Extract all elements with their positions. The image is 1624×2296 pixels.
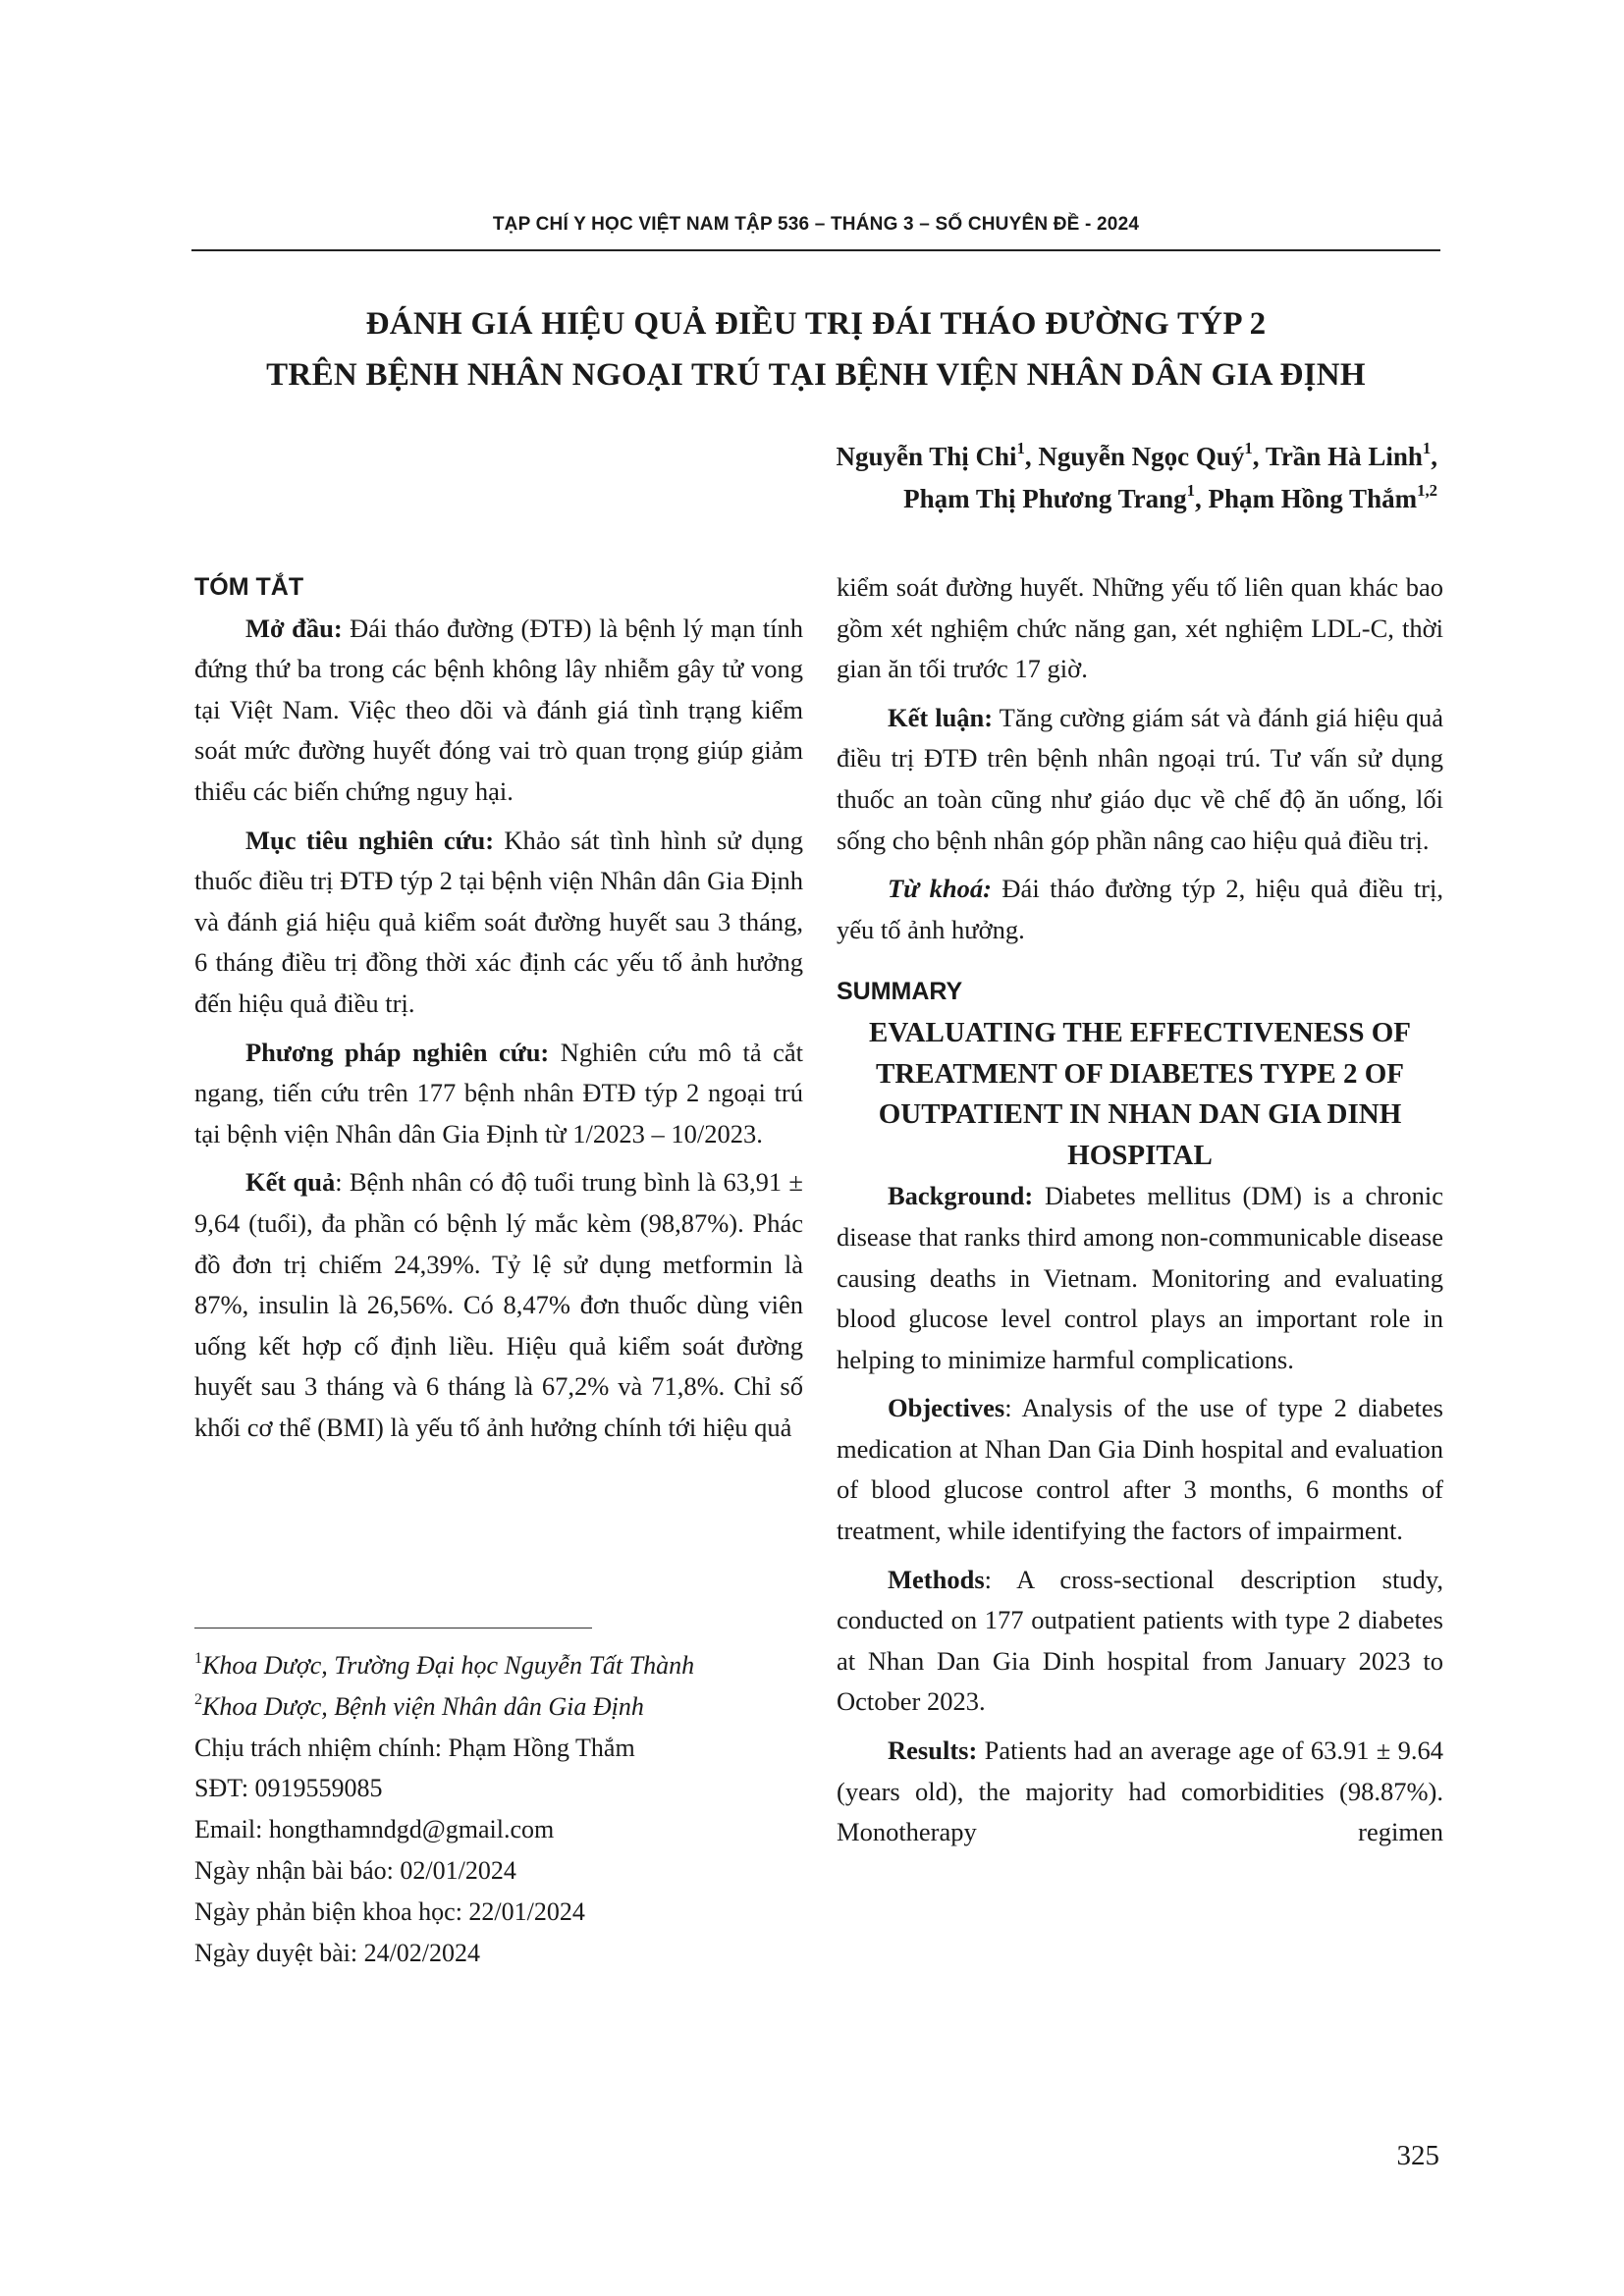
vn-methods-text: Nghiên cứu mô tả cắt ngang, tiến cứu trên 177 bệnh nhân ĐTĐ týp 2 ngoại trú tại bệnh viện Nhân dân Gia Định từ 1/2023 – 10/2023. <box>194 1037 803 1148</box>
author-name: Nguyễn Ngọc Quý <box>1038 442 1245 471</box>
vn-abstract-heading: TÓM TẮT <box>194 573 304 601</box>
author-affiliation-sup: 1 <box>1244 439 1253 458</box>
en-objectives-text: : Analysis of the use of type 2 diabetes medication at Nhan Dan Gia Dinh hospital and evaluation of blood glucose control after 3 months, 6 months of treatment, while identifying the factors of impairment. <box>837 1393 1443 1546</box>
left-column <box>194 567 803 1456</box>
vn-objective-paragraph <box>194 821 803 1025</box>
en-article-title: EVALUATING THE EFFECTIVENESS OF TREATMENT OF DIABETES TYPE 2 OF OUTPATIENT IN NHAN DAN GIA DINH HOSPITAL <box>869 1016 1411 1171</box>
phone-number: SĐT: 0919559085 <box>194 1774 383 1803</box>
affiliation-text: Khoa Dược, Bệnh viện Nhân dân Gia Định <box>202 1691 644 1721</box>
vn-objective-label: Mục tiêu nghiên cứu: <box>245 825 495 855</box>
vn-conclusion-label: Kết luận: <box>888 702 994 732</box>
vn-intro-label: Mở đầu: <box>245 613 343 643</box>
accepted-date: Ngày duyệt bài: 24/02/2024 <box>194 1938 481 1967</box>
vn-keywords-paragraph <box>837 869 1443 950</box>
affiliation-1 <box>194 1645 823 1686</box>
author-name: Nguyễn Thị Chi <box>836 442 1017 471</box>
author-name: Trần Hà Linh <box>1265 442 1423 471</box>
corresponding-author: Chịu trách nhiệm chính: Phạm Hồng Thắm <box>194 1733 635 1762</box>
author-separator: , <box>1024 442 1039 471</box>
author-line-2 <box>554 478 1437 520</box>
received-date: Ngày nhận bài báo: 02/01/2024 <box>194 1855 516 1885</box>
author-affiliation-sup: 1 <box>1422 439 1432 458</box>
en-background-paragraph <box>837 1176 1443 1380</box>
vn-results-paragraph-part2 <box>837 567 1443 690</box>
vn-conclusion-paragraph <box>837 698 1443 861</box>
en-results-label: Results: <box>888 1735 978 1766</box>
author-separator: , <box>1431 442 1437 471</box>
vn-results-paragraph-part1 <box>194 1162 803 1448</box>
author-separator: , <box>1195 484 1209 513</box>
author-name: Phạm Hồng Thắm <box>1208 484 1418 513</box>
author-separator: , <box>1252 442 1266 471</box>
vn-conclusion-text: Tăng cường giám sát và đánh giá hiệu quả điều trị ĐTĐ trên bệnh nhân ngoại trú. Tư vấn sử dụng thuốc an toàn cũng như giáo dục về chế độ ăn uống, lối sống cho bệnh nhân góp phần nâng cao hiệu quả điều trị. <box>837 702 1443 855</box>
en-results-text: Patients had an average age of 63.91 ± 9.64 (years old), the majority had comorbidities (98.87%). Monotherapy regimen <box>837 1735 1443 1847</box>
en-methods-label: Methods <box>888 1564 985 1594</box>
vn-objective-text: Khảo sát tình hình sử dụng thuốc điều trị ĐTĐ týp 2 tại bệnh viện Nhân dân Gia Định và đánh giá hiệu quả kiểm soát đường huyết sau 3 tháng, 6 tháng điều trị đồng thời xác định các yếu tố ảnh hưởng đến hiệu quả điều trị. <box>194 825 803 1018</box>
en-objectives-paragraph <box>837 1388 1443 1551</box>
title-line-2: TRÊN BỆNH NHÂN NGOẠI TRÚ TẠI BỆNH VIỆN NHÂN DÂN GIA ĐỊNH <box>266 357 1366 393</box>
en-background-label: Background: <box>888 1181 1034 1211</box>
author-name: Phạm Thị Phương Trang <box>903 484 1187 513</box>
footnotes <box>194 1645 823 1973</box>
article-title <box>191 298 1440 400</box>
en-methods-text: : A cross-sectional description study, conducted on 177 outpatient patients with type 2 diabetes at Nhan Dan Gia Dinh hospital from January 2023 to October 2023. <box>837 1564 1443 1717</box>
en-results-paragraph <box>837 1731 1443 1853</box>
header-rule <box>191 249 1440 251</box>
page-number: 325 <box>1396 2140 1439 2171</box>
review-date: Ngày phản biện khoa học: 22/01/2024 <box>194 1896 585 1926</box>
vn-methods-paragraph <box>194 1033 803 1155</box>
vn-results-label: Kết quả <box>245 1167 336 1198</box>
email-address: Email: hongthamndgd@gmail.com <box>194 1815 555 1844</box>
author-list <box>554 436 1437 520</box>
vn-intro-paragraph <box>194 609 803 813</box>
affiliation-text: Khoa Dược, Trường Đại học Nguyễn Tất Thành <box>202 1651 695 1680</box>
en-objectives-label: Objectives <box>888 1393 1005 1423</box>
right-column <box>837 567 1443 1861</box>
author-affiliation-sup: 1 <box>1186 481 1196 501</box>
author-affiliation-sup: 1 <box>1016 439 1025 458</box>
journal-header: TẠP CHÍ Y HỌC VIỆT NAM TẬP 536 – THÁNG 3 – SỐ CHUYÊN ĐỀ - 2024 <box>492 214 1140 235</box>
vn-results-text-part1: : Bệnh nhân có độ tuổi trung bình là 63,91 ± 9,64 (tuổi), đa phần có bệnh lý mắc kèm (98,87%). Phác đồ đơn trị chiếm 24,39%. Tỷ lệ sử dụng metformin là 87%, insulin là 26,56%. Có 8,47% đơn thuốc dùng viên uống kết hợp cố định liều. Hiệu quả kiểm soát đường huyết sau 3 tháng và 6 tháng là 67,2% và 71,8%. Chỉ số khối cơ thể (BMI) là yếu tố ảnh hưởng chính tới hiệu quả <box>194 1167 803 1442</box>
vn-results-text-part2: kiểm soát đường huyết. Những yếu tố liên quan khác bao gồm xét nghiệm chức năng gan, xét nghiệm LDL-C, thời gian ăn tối trước 17 giờ. <box>837 572 1443 684</box>
vn-keywords-text: Đái tháo đường týp 2, hiệu quả điều trị, yếu tố ảnh hưởng. <box>837 874 1443 944</box>
author-affiliation-sup: 1,2 <box>1417 481 1437 501</box>
en-methods-paragraph <box>837 1560 1443 1723</box>
affiliation-sup: 2 <box>194 1690 203 1708</box>
author-line-1 <box>554 436 1437 478</box>
affiliation-sup: 1 <box>194 1649 203 1667</box>
title-line-1: ĐÁNH GIÁ HIỆU QUẢ ĐIỀU TRỊ ĐÁI THÁO ĐƯỜNG TÝP 2 <box>365 306 1267 342</box>
affiliation-2 <box>194 1686 823 1728</box>
vn-intro-text: Đái tháo đường (ĐTĐ) là bệnh lý mạn tính đứng thứ ba trong các bệnh không lây nhiễm gây tử vong tại Việt Nam. Việc theo dõi và đánh giá tình trạng kiểm soát mức đường huyết đóng vai trò quan trọng giúp giảm thiểu các biến chứng nguy hại. <box>194 613 803 806</box>
en-background-text: Diabetes mellitus (DM) is a chronic disease that ranks third among non-communicable disease causing deaths in Vietnam. Monitoring and evaluating blood glucose level control plays an important role in helping to minimize harmful complications. <box>837 1181 1443 1374</box>
en-abstract-heading: SUMMARY <box>837 978 963 1006</box>
vn-keywords-label: Từ khoá: <box>888 874 992 904</box>
vn-methods-label: Phương pháp nghiên cứu: <box>245 1037 550 1067</box>
footnote-rule <box>194 1628 592 1629</box>
